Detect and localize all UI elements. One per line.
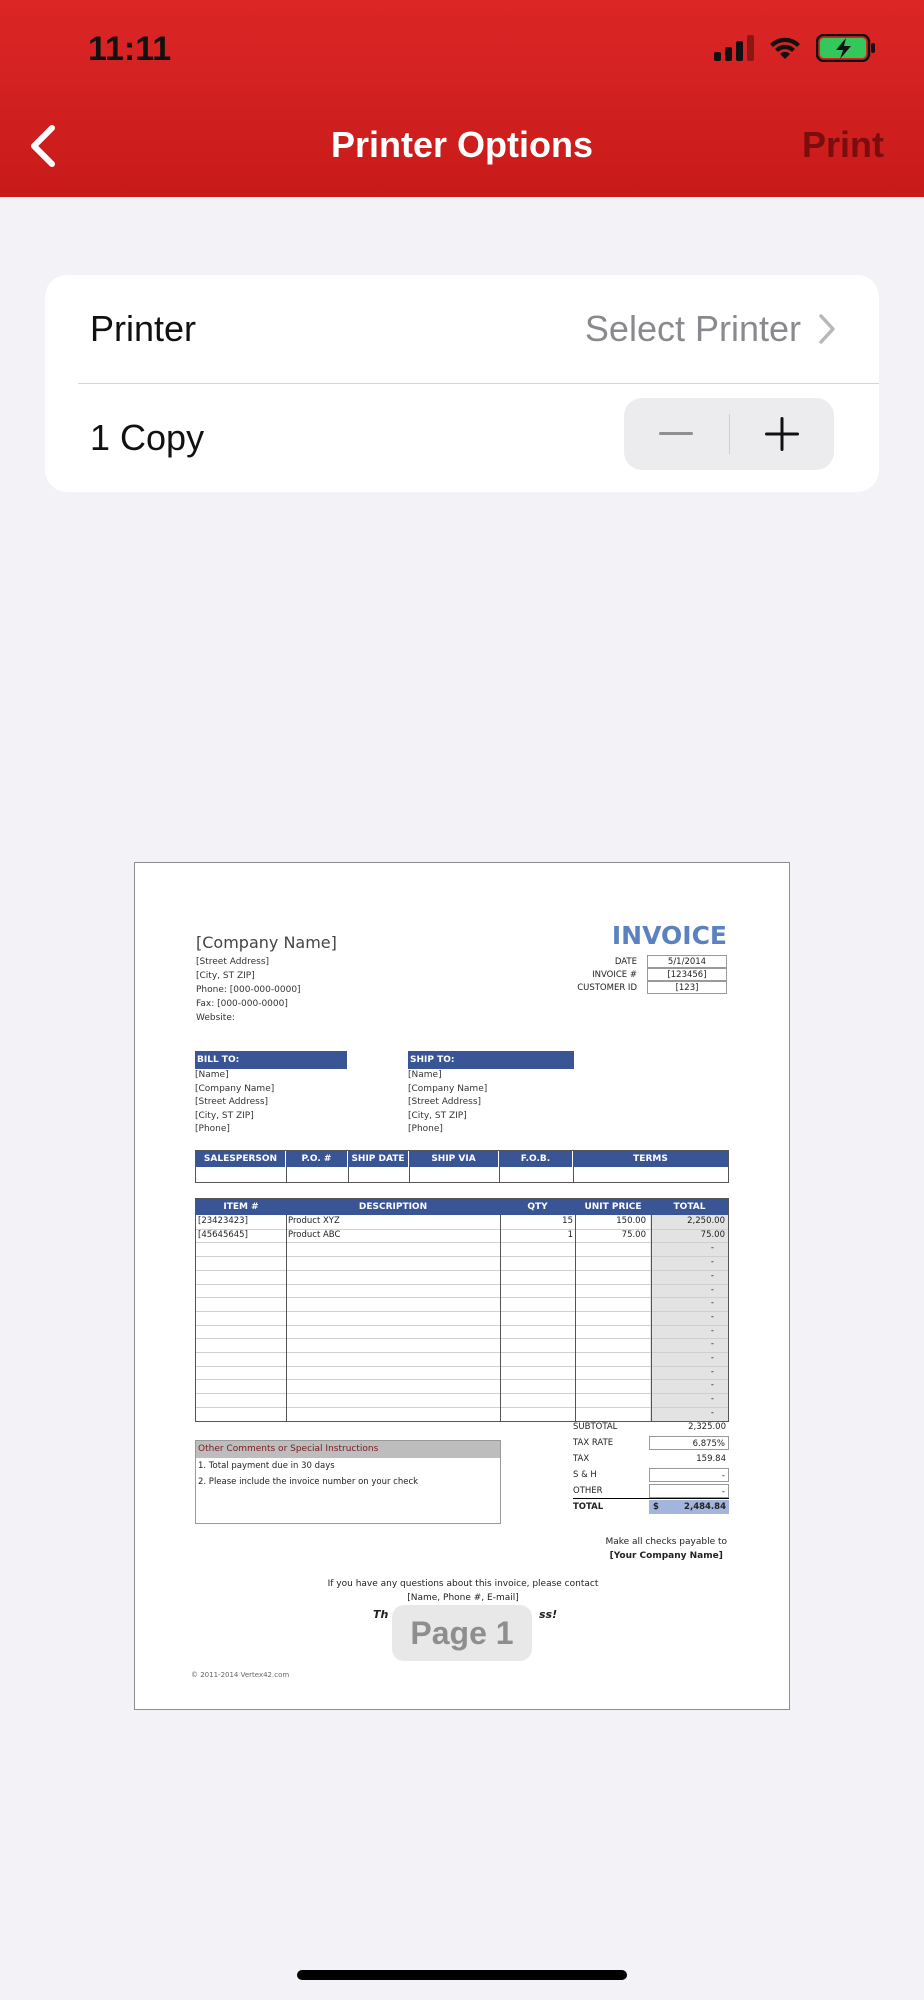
- summary-label: TAX RATE: [573, 1438, 614, 1448]
- comments-header: Other Comments or Special Instructions: [196, 1441, 500, 1458]
- item-cell-total: -: [710, 1339, 714, 1350]
- copyright-note: © 2011-2014 Vertex42.com: [191, 1671, 290, 1679]
- item-cell-total: -: [710, 1407, 714, 1418]
- ship-to-line: [Phone]: [408, 1124, 443, 1134]
- item-cell-total: -: [710, 1380, 714, 1391]
- total-label: TOTAL: [573, 1502, 604, 1512]
- meta-label: INVOICE #: [592, 969, 637, 980]
- bill-to-line: [Name]: [195, 1070, 229, 1080]
- chevron-right-icon: [817, 312, 837, 346]
- thank-you-text-right: ss!: [539, 1608, 558, 1621]
- meta-label: DATE: [614, 956, 637, 967]
- company-website: Website:: [196, 1013, 235, 1023]
- cellular-signal-icon: [714, 35, 754, 61]
- items-table: [195, 1198, 729, 1422]
- ship-to-line: [Company Name]: [408, 1083, 488, 1094]
- item-cell-description: Product ABC: [288, 1229, 341, 1240]
- meta-value: 5/1/2014: [647, 955, 727, 968]
- meta-value: [123456]: [647, 968, 727, 981]
- comment-line: 2. Please include the invoice number on your check: [198, 1477, 419, 1487]
- invoice-title: INVOICE: [611, 921, 727, 950]
- company-street: [Street Address]: [196, 957, 270, 967]
- item-cell-total: -: [710, 1366, 714, 1377]
- shipping-header: SHIP VIA: [409, 1151, 499, 1167]
- company-name: [Company Name]: [196, 933, 337, 952]
- total-column-shade: [650, 1215, 728, 1421]
- comments-box: [195, 1440, 501, 1524]
- summary-label: SUBTOTAL: [573, 1422, 618, 1432]
- copies-stepper[interactable]: [624, 398, 834, 470]
- item-cell-total: 75.00: [700, 1229, 725, 1240]
- status-icons: [714, 34, 876, 62]
- bill-to-line: [Street Address]: [195, 1097, 269, 1107]
- home-indicator[interactable]: [297, 1970, 627, 1980]
- invoice-meta: [577, 955, 727, 994]
- item-cell-total: -: [710, 1270, 714, 1281]
- item-cell-total: -: [710, 1284, 714, 1295]
- ship-to-line: [Name]: [408, 1070, 442, 1080]
- shipping-header: F.O.B.: [499, 1151, 573, 1167]
- company-city: [City, ST ZIP]: [196, 971, 255, 981]
- item-cell-total: -: [710, 1353, 714, 1363]
- item-header: QTY: [527, 1202, 548, 1212]
- table-row-line: [196, 1393, 728, 1394]
- bill-to-line: [Phone]: [195, 1124, 230, 1134]
- summary-label: TAX: [573, 1454, 590, 1464]
- item-cell-total: -: [710, 1325, 714, 1336]
- item-header: ITEM #: [223, 1202, 259, 1212]
- meta-value: [123]: [647, 981, 727, 994]
- minus-icon: [659, 431, 693, 437]
- item-cell-qty: 15: [562, 1216, 573, 1226]
- ship-to-label: SHIP TO:: [408, 1051, 574, 1069]
- summary-value: 159.84: [696, 1454, 726, 1464]
- decrement-button[interactable]: [624, 398, 729, 470]
- item-cell-unit-price: 150.00: [616, 1216, 646, 1226]
- table-row-line: [196, 1229, 728, 1230]
- checks-payable: [605, 1535, 727, 1563]
- item-cell-item: [45645645]: [198, 1229, 248, 1240]
- table-row-line: [196, 1352, 728, 1353]
- summary-value: 6.875%: [649, 1436, 729, 1450]
- item-cell-total: -: [710, 1298, 714, 1309]
- printer-label: Printer: [90, 308, 197, 349]
- printer-row[interactable]: [45, 275, 879, 383]
- table-row-line: [196, 1338, 728, 1339]
- thank-you-text-left: Th: [373, 1608, 389, 1621]
- ship-to-line: [Street Address]: [408, 1097, 482, 1107]
- table-row-line: [196, 1379, 728, 1380]
- shipping-header: SALESPERSON: [196, 1151, 286, 1167]
- item-header: UNIT PRICE: [584, 1202, 642, 1212]
- checks-line: Make all checks payable to: [605, 1537, 727, 1547]
- bill-to-line: [City, ST ZIP]: [195, 1110, 254, 1121]
- summary-value: -: [649, 1484, 729, 1498]
- meta-label: CUSTOMER ID: [577, 982, 637, 993]
- shipping-header: P.O. #: [286, 1151, 348, 1167]
- shipping-table: [195, 1150, 729, 1183]
- increment-button[interactable]: [730, 398, 835, 470]
- plus-icon: [765, 417, 799, 451]
- item-cell-unit-price: 75.00: [621, 1229, 646, 1240]
- bill-to-line: [Company Name]: [195, 1083, 275, 1094]
- checks-company: [Your Company Name]: [609, 1551, 723, 1561]
- status-time: 11:11: [88, 30, 172, 68]
- company-address: [196, 955, 301, 1025]
- battery-charging-icon: [816, 34, 876, 62]
- contact-line: [Name, Phone #, E-mail]: [407, 1593, 519, 1603]
- page-indicator: Page 1: [392, 1605, 532, 1661]
- item-cell-total: 2,250.00: [687, 1216, 725, 1226]
- invoice-page-preview: [134, 862, 790, 1710]
- item-cell-total: -: [710, 1311, 714, 1322]
- table-row-line: [196, 1270, 728, 1271]
- summary-label: S & H: [573, 1470, 597, 1480]
- table-row-line: [196, 1256, 728, 1257]
- copies-row: [45, 384, 879, 492]
- table-row-line: [196, 1297, 728, 1298]
- item-cell-description: Product XYZ: [288, 1216, 340, 1226]
- bill-to-label: BILL TO:: [195, 1051, 347, 1069]
- item-cell-total: -: [710, 1394, 714, 1405]
- company-fax: Fax: [000-000-0000]: [196, 999, 288, 1009]
- printer-options-card: [45, 275, 879, 492]
- contact-note: [135, 1577, 791, 1605]
- table-row-line: [196, 1325, 728, 1326]
- invoice-summary: [573, 1419, 729, 1515]
- total-value: 2,484.84: [684, 1502, 726, 1512]
- table-row-line: [196, 1242, 728, 1243]
- item-header: TOTAL: [673, 1202, 706, 1212]
- copies-label: 1 Copy: [90, 417, 205, 458]
- table-row-line: [196, 1311, 728, 1312]
- navigation-header: [0, 0, 924, 197]
- bill-to-block: [195, 1051, 347, 1137]
- item-cell-qty: 1: [567, 1229, 573, 1240]
- item-cell-total: -: [710, 1257, 714, 1268]
- print-button[interactable]: Print: [801, 124, 884, 165]
- ship-to-line: [City, ST ZIP]: [408, 1110, 467, 1121]
- item-header: DESCRIPTION: [358, 1202, 428, 1212]
- company-phone: Phone: [000-000-0000]: [196, 985, 301, 995]
- total-currency: $: [653, 1502, 659, 1512]
- table-row-line: [196, 1366, 728, 1367]
- wifi-icon: [768, 35, 802, 61]
- contact-line: If you have any questions about this invoice, please contact: [327, 1579, 599, 1589]
- table-row-line: [196, 1407, 728, 1408]
- page-title: Printer Options: [330, 124, 594, 165]
- summary-value: 2,325.00: [688, 1422, 726, 1432]
- select-printer-value[interactable]: Select Printer: [584, 308, 801, 349]
- table-row-line: [196, 1284, 728, 1285]
- item-cell-total: -: [710, 1243, 714, 1254]
- shipping-header: SHIP DATE: [348, 1151, 409, 1167]
- ship-to-block: [408, 1051, 574, 1137]
- comment-line: 1. Total payment due in 30 days: [198, 1461, 335, 1471]
- summary-label: OTHER: [573, 1485, 603, 1496]
- shipping-header: TERMS: [633, 1154, 668, 1164]
- summary-value: -: [649, 1468, 729, 1482]
- total-amount: [649, 1500, 729, 1514]
- item-cell-item: [23423423]: [198, 1216, 248, 1226]
